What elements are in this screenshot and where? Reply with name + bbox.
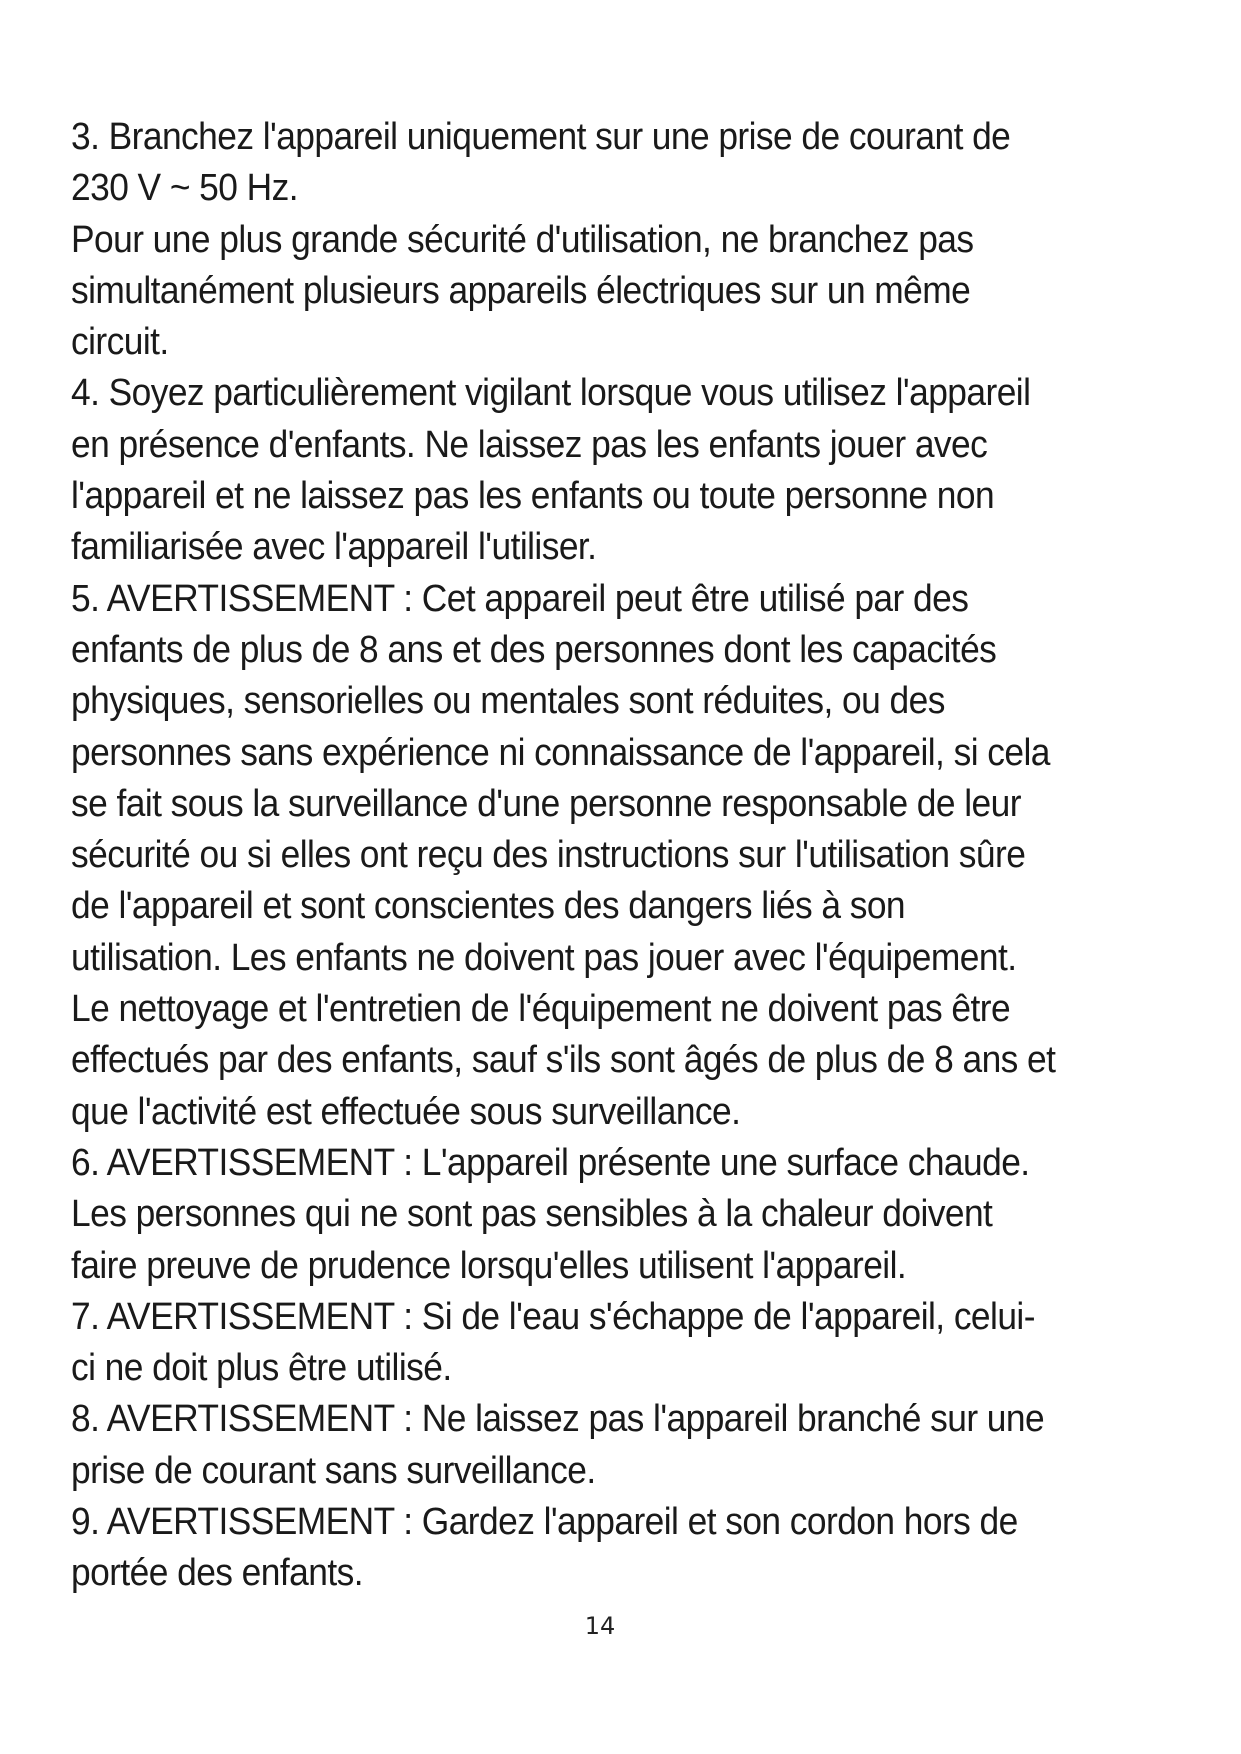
text-line: 6. AVERTISSEMENT : L'appareil présente une surface chaude.	[71, 1141, 1030, 1184]
text-line: 8. AVERTISSEMENT : Ne laissez pas l'appareil branché sur une	[71, 1398, 1045, 1441]
text-line: physiques, sensorielles ou mentales sont réduites, ou des	[71, 680, 945, 723]
text-line: 3. Branchez l'appareil uniquement sur une prise de courant de	[71, 116, 1011, 158]
text-line: Le nettoyage et l'entretien de l'équipement ne doivent pas être	[71, 988, 1011, 1031]
page-number: 14	[584, 1612, 616, 1640]
text-line: 230 V ~ 50 Hz.	[71, 167, 298, 210]
text-line: 7. AVERTISSEMENT : Si de l'eau s'échappe de l'appareil, celui-	[71, 1295, 1035, 1338]
text-line: l'appareil et ne laissez pas les enfants ou toute personne non	[71, 475, 995, 518]
text-line: faire preuve de prudence lorsqu'elles utilisent l'appareil.	[71, 1244, 907, 1287]
text-line: Pour une plus grande sécurité d'utilisation, ne branchez pas	[71, 218, 974, 261]
text-line: prise de courant sans surveillance.	[71, 1449, 596, 1492]
text-line: portée des enfants.	[71, 1552, 363, 1595]
text-line: effectués par des enfants, sauf s'ils sont âgés de plus de 8 ans et	[71, 1039, 1056, 1082]
text-line: Les personnes qui ne sont pas sensibles à la chaleur doivent	[71, 1193, 993, 1236]
text-line: simultanément plusieurs appareils électriques sur un même	[71, 269, 971, 312]
text-line: que l'activité est effectuée sous surveillance.	[71, 1090, 741, 1133]
text-line: en présence d'enfants. Ne laissez pas les enfants jouer avec	[71, 423, 988, 466]
text-line: familiarisée avec l'appareil l'utiliser.	[71, 526, 597, 569]
text-line: circuit.	[71, 321, 169, 364]
text-line: utilisation. Les enfants ne doivent pas jouer avec l'équipement.	[71, 936, 1017, 979]
text-line: ci ne doit plus être utilisé.	[71, 1347, 452, 1390]
instructions-body	[71, 112, 1075, 1600]
text-line: 4. Soyez particulièrement vigilant lorsque vous utilisez l'appareil	[71, 372, 1031, 415]
text-line: sécurité ou si elles ont reçu des instructions sur l'utilisation sûre	[71, 834, 1026, 877]
text-line: enfants de plus de 8 ans et des personnes dont les capacités	[71, 628, 997, 671]
text-line: se fait sous la surveillance d'une personne responsable de leur	[71, 782, 1021, 825]
text-line: 5. AVERTISSEMENT : Cet appareil peut être utilisé par des	[71, 577, 969, 620]
text-line: de l'appareil et sont conscientes des dangers liés à son	[71, 885, 906, 928]
text-line: personnes sans expérience ni connaissance de l'appareil, si cela	[71, 731, 1050, 774]
text-line: 9. AVERTISSEMENT : Gardez l'appareil et son cordon hors de	[71, 1501, 1018, 1544]
